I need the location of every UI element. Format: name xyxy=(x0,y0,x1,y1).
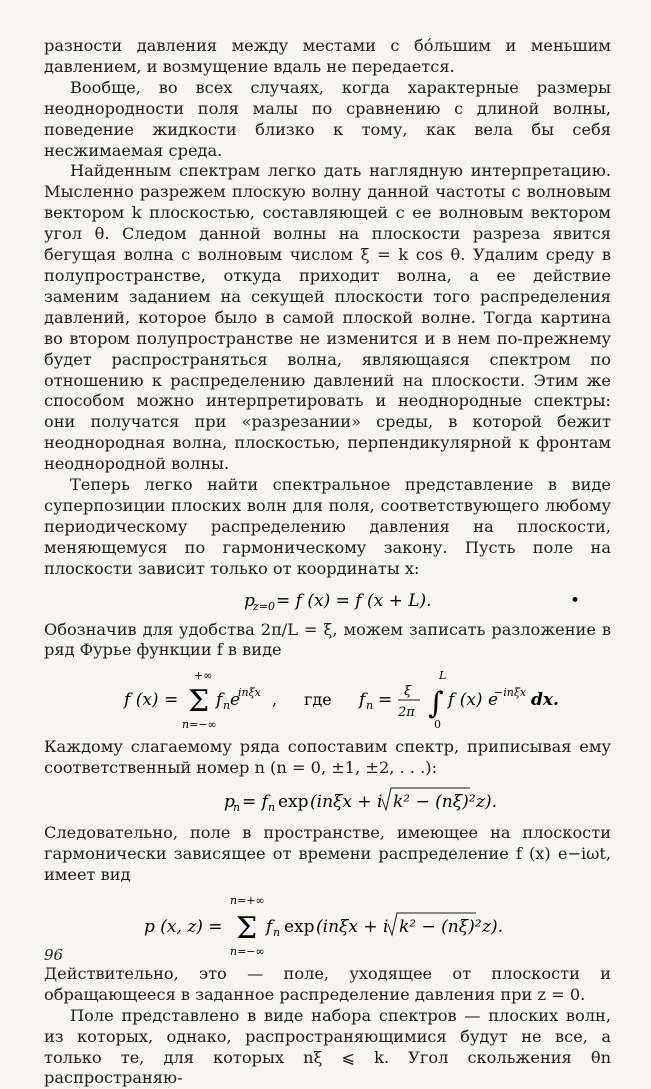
formula-spectrum-n xyxy=(44,783,611,817)
svg-text:p (x, z) =: p (x, z) = xyxy=(144,916,223,937)
svg-text:exp: exp xyxy=(284,916,315,937)
svg-text:inξx: inξx xyxy=(238,686,261,700)
svg-text:n=−∞: n=−∞ xyxy=(182,718,217,732)
paragraph-8: Действительно, это — поле, уходящее от плоскости и обращающееся в заданное распределение давления при z = 0. xyxy=(44,963,611,1004)
svg-text:Σ: Σ xyxy=(236,910,258,946)
formula-periodic-pressure-svg xyxy=(44,586,611,614)
svg-text:где: где xyxy=(304,690,332,710)
svg-text:n: n xyxy=(233,801,241,815)
svg-text:•: • xyxy=(570,590,581,611)
svg-text:z=0: z=0 xyxy=(253,599,276,613)
paragraph-4: Теперь легко найти спектральное представление в виде суперпозиции плоских волн для поля, соответствующего любому периодическому распределению давления на плоскости, меняющемуся по гармоническому закону. Пусть поле на плоскости зависит только от координаты x: xyxy=(44,475,611,578)
svg-text:n=+∞: n=+∞ xyxy=(230,893,265,907)
svg-text:exp: exp xyxy=(278,792,309,813)
svg-text:Σ: Σ xyxy=(188,684,210,720)
paragraph-1: разности давления между местами с бо́льшим и меньшим давлением, и возмущение вдаль не передается. xyxy=(44,36,611,76)
svg-text:f: f xyxy=(359,690,366,711)
svg-text:(inξx + i: (inξx + i xyxy=(310,792,383,813)
formula-fourier-series xyxy=(44,665,611,733)
svg-text:k² − (nξ)²: k² − (nξ)² xyxy=(393,792,476,813)
svg-text:n: n xyxy=(223,699,231,713)
svg-text:f: f xyxy=(216,690,223,711)
svg-text:z).: z). xyxy=(482,916,503,937)
svg-text:dx.: dx. xyxy=(531,690,559,711)
svg-text:−inξx: −inξx xyxy=(494,686,527,700)
paragraph-2: Вообще, во всех случаях, когда характерные размеры неоднородности поля малы по сравнению с длиной волны, поведение жидкости близко к тому, как вела бы себя несжимаемая среда. xyxy=(44,77,611,160)
svg-text:f: f xyxy=(266,916,273,937)
page-text xyxy=(44,36,611,1089)
svg-text:=: = xyxy=(378,690,393,711)
formula-periodic-pressure xyxy=(44,586,611,614)
svg-text:f (x) e: f (x) e xyxy=(448,690,499,711)
svg-text:ξ: ξ xyxy=(404,684,412,700)
paragraph-9: Поле представлено в виде набора спектров — плоских волн, из которых, однако, распространяющимися будут не все, а только те, для которых nξ ⩽ k. Угол скольжения θn распространяю- xyxy=(44,1005,611,1088)
svg-text:z).: z). xyxy=(476,792,497,813)
formula-field-in-space xyxy=(44,890,611,960)
paragraph-3: Найденным спектрам легко дать наглядную интерпретацию. Мысленно разрежем плоскую волну данной частоты с волновым вектором k плоскостью, составляющей с ее волновым вектором угол θ. Следом данной волны на плоскости разреза явится бегущая волна с волновым числом ξ = k cos θ. Удалим среду в полупространстве, откуда приходит волна, а ее действие заменим заданием на секущей плоскости того распределения давлений, которое было в самой плоской волне. Тогда картина во втором полупространстве не изменится и в нем по-прежнему будет распространяться волна, являющаяся спектром по отношению к распределению давлений на плоскости. Этим же способом можно интерпретировать и неоднородные спектры: они получатся при «разрезании» среды, в которой бежит неоднородная волна, плоскостью, перпендикулярной к фронтам неоднородной волны. xyxy=(44,161,611,474)
svg-text:= f: = f xyxy=(242,792,268,813)
svg-text:= f (x) = f (x + L).: = f (x) = f (x + L). xyxy=(276,590,432,611)
svg-text:2π: 2π xyxy=(398,705,415,721)
formula-field-in-space-svg xyxy=(44,890,611,960)
svg-text:f (x) =: f (x) = xyxy=(124,690,179,711)
formula-fourier-series-svg xyxy=(44,665,611,733)
formula-spectrum-n-svg xyxy=(44,783,611,817)
svg-text:k² − (nξ)²: k² − (nξ)² xyxy=(399,916,482,937)
svg-text:n: n xyxy=(273,925,281,939)
svg-text:L: L xyxy=(439,669,447,683)
svg-text:∫: ∫ xyxy=(428,686,444,722)
svg-text:e: e xyxy=(230,690,241,711)
svg-text:p: p xyxy=(244,590,255,611)
svg-text:n: n xyxy=(366,699,374,713)
svg-text:,: , xyxy=(272,690,278,710)
svg-text:n: n xyxy=(268,801,276,815)
svg-text:0: 0 xyxy=(434,718,441,732)
svg-text:(inξx + i: (inξx + i xyxy=(316,916,389,937)
page-number: 96 xyxy=(44,946,64,964)
paragraph-5: Обозначив для удобства 2π/L = ξ, можем записать разложение в ряд Фурье функции f в виде xyxy=(44,619,611,660)
paragraph-7: Следовательно, поле в пространстве, имеющее на плоскости гармонически зависящее от времени распределение f (x) e−iωt, имеет вид xyxy=(44,823,611,884)
svg-text:n=−∞: n=−∞ xyxy=(230,944,265,958)
paragraph-6: Каждому слагаемому ряда сопоставим спектр, приписывая ему соответственный номер n (n = 0, ±1, ±2, . . .): xyxy=(44,737,611,778)
svg-text:p: p xyxy=(224,792,235,813)
svg-text:+∞: +∞ xyxy=(194,669,213,683)
